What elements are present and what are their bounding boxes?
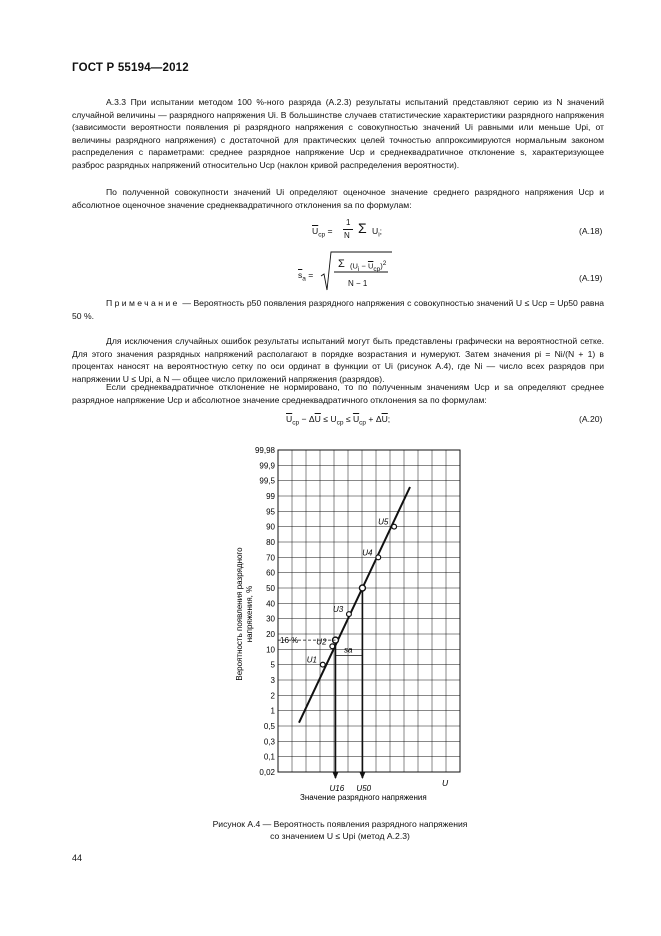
paragraph-formulas-intro bbox=[72, 186, 604, 211]
y-tick-label: 0,1 bbox=[263, 752, 275, 762]
point-label: U5 bbox=[378, 517, 389, 527]
x-marker-label: U16 bbox=[329, 784, 345, 793]
point-label: U3 bbox=[332, 605, 344, 615]
y-tick-label: 0,02 bbox=[259, 768, 275, 777]
y-tick-label: 20 bbox=[266, 630, 275, 639]
formula-a18-denominator: N bbox=[344, 231, 350, 240]
probability-chart bbox=[220, 446, 480, 808]
formula-a20: $\overline{U}_{ср} - \Delta\overline{U} \le U_{ср} \le \overline{U}_{ср} + \Delta\overline{U}$; bbox=[286, 414, 391, 427]
formula-a19: $\overline{s}_а$ = Σ $(U_i - \overline{U}_{ср})^2$ N − 1 bbox=[298, 250, 418, 294]
y-tick-label: 2 bbox=[270, 691, 275, 701]
formula-a18-numerator: 1 bbox=[346, 218, 351, 227]
point-label: U2 bbox=[316, 637, 327, 647]
data-point bbox=[376, 555, 381, 560]
formula-a19-denominator: N − 1 bbox=[348, 279, 368, 288]
document-header: ГОСТ Р 55194—2012 bbox=[72, 62, 189, 74]
figure-caption-line1: Рисунок А.4 — Вероятность появления разрядного напряжения bbox=[212, 819, 468, 829]
reference-point bbox=[359, 585, 365, 591]
formula-a18: $\overline{U}_{ср}$ = 1 N Σ $U_i$; bbox=[312, 218, 383, 240]
paragraph-graphic bbox=[72, 335, 604, 385]
formula-a20-number: (А.20) bbox=[579, 414, 603, 424]
y-tick-labels bbox=[255, 446, 276, 777]
chart-grid bbox=[278, 450, 460, 772]
y-tick-label: 80 bbox=[266, 538, 275, 547]
y-tick-label: 99,5 bbox=[259, 476, 275, 486]
figure-caption-line2: со значением U ≤ Upi (метод А.2.3) bbox=[270, 831, 410, 841]
y-tick-label: 5 bbox=[270, 660, 275, 670]
y-axis-label-line2: напряжения, % bbox=[245, 585, 254, 643]
x-axis-label: Значение разрядного напряжения bbox=[300, 793, 427, 802]
formula-a19-number: (А.19) bbox=[579, 273, 603, 283]
point-label: U4 bbox=[362, 548, 373, 558]
y-tick-label: 3 bbox=[270, 676, 275, 685]
reference-arrow bbox=[332, 772, 338, 779]
data-point bbox=[320, 662, 325, 667]
sixteen-percent-label: 16 % bbox=[280, 636, 299, 646]
data-point bbox=[392, 524, 397, 529]
y-tick-label: 60 bbox=[266, 568, 275, 578]
x-axis-symbol: U bbox=[442, 778, 449, 788]
paragraph-estimate-text: Если среднеквадратичное отклонение не нормировано, то по полученным значениям Uср и sа определяют среднее разрядное напряжение Uср и абсолютное значение среднеквадратичного отклонения sа по формулам: bbox=[72, 382, 604, 405]
paragraph-estimate bbox=[72, 381, 604, 406]
y-tick-label: 95 bbox=[266, 507, 275, 517]
y-axis-label-line1: Вероятность появления разрядного bbox=[235, 547, 244, 681]
y-tick-label: 1 bbox=[270, 706, 275, 716]
data-point bbox=[347, 612, 352, 617]
grid-border bbox=[278, 450, 460, 772]
x-marker-label: U50 bbox=[356, 784, 372, 793]
sigma-label: sа bbox=[343, 645, 353, 655]
y-tick-label: 99,9 bbox=[259, 461, 275, 471]
point-label: U1 bbox=[306, 655, 318, 665]
y-tick-label: 90 bbox=[266, 522, 275, 532]
y-tick-label: 30 bbox=[266, 614, 275, 624]
y-tick-label: 0,5 bbox=[263, 722, 275, 731]
y-tick-label: 10 bbox=[266, 645, 275, 655]
figure-caption bbox=[150, 818, 530, 842]
fit-line bbox=[299, 487, 410, 723]
paragraph-graphic-text: Для исключения случайных ошибок результаты испытаний могут быть представлены графически на вероятностной сетке. Для этого значения разрядных напряжений располагают в порядке возрастания и нумеруют. Затем значения pi = Ni/(N + 1) в процентах наносят на вероятностную сетку по оси ординат в функции от Ui (рисунок А.4), где Ni — число всех разрядов при напряжении U ≤ Upi, а N — общее число приложений напряжения (разрядов). bbox=[72, 336, 604, 384]
formula-a18-number: (А.18) bbox=[579, 226, 603, 236]
data-point bbox=[330, 644, 335, 649]
y-tick-label: 99 bbox=[266, 492, 275, 501]
reference-arrow bbox=[359, 772, 365, 779]
y-tick-label: 50 bbox=[266, 584, 275, 593]
paragraph-formulas-intro-text: По полученной совокупности значений Ui определяют оценочное значение среднего разрядного напряжения Uср и абсолютное оценочное значение среднеквадратичного отклонения sа по формулам: bbox=[72, 187, 604, 210]
note bbox=[72, 297, 604, 322]
page-number: 44 bbox=[72, 853, 83, 863]
paragraph-a33-text: А.3.3 При испытании методом 100 %-ного разряда (А.2.3) результаты испытаний представляют серию из N значений случайной величины — разрядного напряжения Ui. В большинстве случаев статистические характеристики разрядного напряжения (зависимости вероятности появления pi разрядного напряжения с совокупностью значений Ui равными или меньше Upi, от величины разрядного напряжения) с достаточной для практических целей точностью аппроксимируются нормальным законом распределения с параметрами: среднее разрядное напряжение Uср и среднеквадратичное отклонение s, характеризующее разброс разрядных напряжений относительно Uср (наклон кривой распределения вероятности). bbox=[72, 97, 604, 170]
y-tick-label: 0,3 bbox=[263, 737, 275, 747]
y-tick-label: 99,98 bbox=[254, 446, 275, 455]
note-text: — Вероятность p50 появления разрядного напряжения с совокупностью значений U ≤ Uср = Up50 равна 50 %. bbox=[72, 298, 605, 321]
y-tick-label: 40 bbox=[266, 599, 275, 609]
note-label: Примечание bbox=[106, 298, 180, 308]
y-tick-label: 70 bbox=[266, 553, 275, 563]
paragraph-a33 bbox=[72, 96, 604, 172]
